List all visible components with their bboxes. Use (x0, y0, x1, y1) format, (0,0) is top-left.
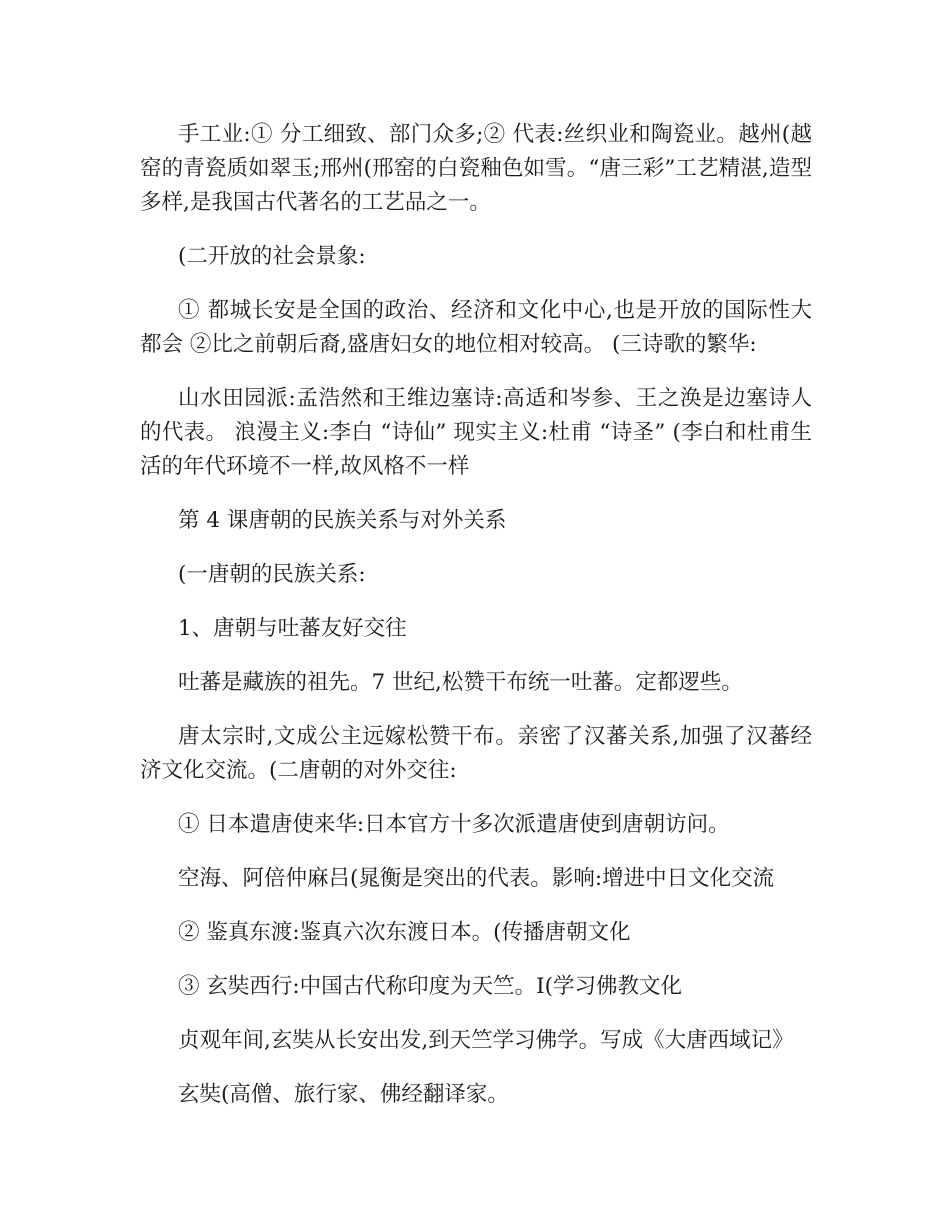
paragraph-tubo-ancestors: 吐蕃是藏族的祖先。7 世纪,松赞干布统一吐蕃。定都逻些。 (178, 670, 743, 695)
paragraph-xuanzang-identity: 玄奘(高僧、旅行家、佛经翻译家。 (178, 1082, 509, 1107)
document-body (140, 118, 812, 1132)
paragraph-kukai: 空海、阿倍仲麻吕(晁衡是突出的代表。影响:增进中日文化交流 (178, 866, 775, 891)
paragraph-princess-wencheng: 唐太宗时,文成公主远嫁松赞干布。亲密了汉蕃关系,加强了汉蕃经济文化交流。(二唐朝的对外交往: (140, 724, 812, 783)
paragraph-open-society-heading: (二开放的社会景象: (178, 244, 366, 269)
paragraph-xuanzang-west: ③ 玄奘西行:中国古代称印度为天竺。I(学习佛教文化 (178, 974, 682, 999)
paragraph-ethnic-relations-heading: (一唐朝的民族关系: (178, 562, 366, 587)
paragraph-tubo-heading: 1、唐朝与吐蕃友好交往 (178, 616, 407, 641)
paragraph-handicraft: 手工业:① 分工细致、部门众多;② 代表:丝织业和陶瓷业。越州(越窑的青瓷质如翠玉;邢州(邢窑的白瓷釉色如雪。“唐三彩”工艺精湛,造型多样,是我国古代著名的工艺品之一。 (140, 122, 812, 215)
paragraph-changan: ① 都城长安是全国的政治、经济和文化中心,也是开放的国际性大都会 ②比之前朝后裔,盛唐妇女的地位相对较高。 (三诗歌的繁华: (140, 298, 812, 357)
lesson-title: 第 4 课唐朝的民族关系与对外关系 (178, 508, 507, 533)
paragraph-japan-envoys: ① 日本遣唐使来华:日本官方十多次派遣唐使到唐朝访问。 (178, 812, 730, 837)
paragraph-zhenguan: 贞观年间,玄奘从长安出发,到天竺学习佛学。写成《大唐西域记》 (178, 1028, 794, 1053)
paragraph-poetry: 山水田园派:孟浩然和王维边塞诗:高适和岑参、王之涣是边塞诗人的代表。 浪漫主义:李白 “诗仙” 现实主义:杜甫 “诗圣” (李白和杜甫生活的年代环境不一样,故风格不一样 (140, 386, 812, 479)
paragraph-jianzhen: ② 鉴真东渡:鉴真六次东渡日本。(传播唐朝文化 (178, 920, 631, 945)
